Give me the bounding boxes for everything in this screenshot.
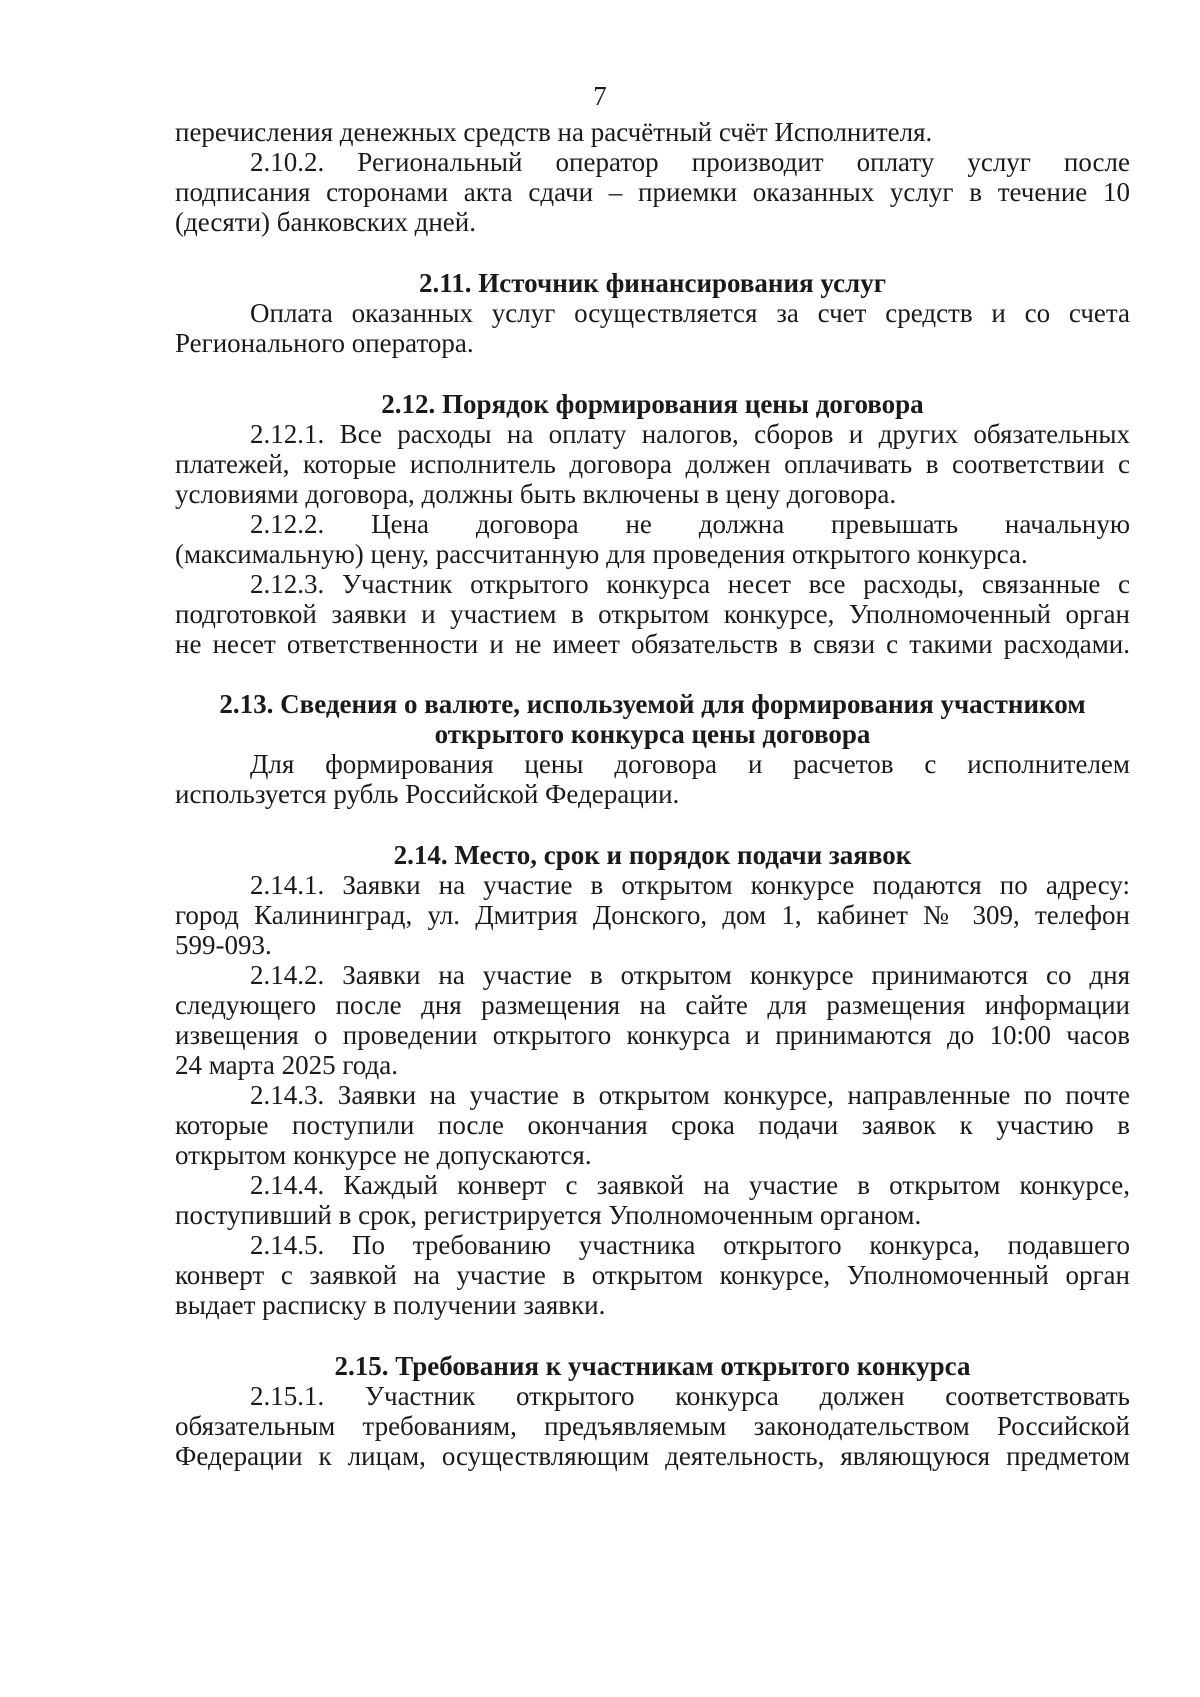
body-text-line: Регионального оператора. [175, 328, 474, 358]
body-text-line: 2.14.2. Заявки на участие в открытом конкурсе принимаются со дня [250, 960, 1130, 990]
body-text-line: не несет ответственности и не имеет обязательств в связи с такими расходами. [175, 629, 1130, 659]
section-heading: 2.11. Источник финансирования услуг [419, 268, 886, 298]
body-text-line: перечисления денежных средств на расчётный счёт Исполнителя. [175, 117, 933, 147]
body-text-line: которые поступили после окончания срока подачи заявок к участию в [175, 1110, 1130, 1140]
body-text-line: 599-093. [175, 930, 272, 960]
body-text-line: Оплата оказанных услуг осуществляется за счет средств и со счета [250, 298, 1130, 328]
section-heading: 2.13. Сведения о валюте, используемой для формирования участником [219, 689, 1086, 719]
body-text-line: платежей, которые исполнитель договора должен оплачивать в соответствии с [175, 449, 1130, 479]
section-heading: 2.15. Требования к участникам открытого конкурса [334, 1351, 971, 1381]
body-text-line: 2.14.5. По требованию участника открытого конкурса, подавшего [250, 1230, 1130, 1260]
body-text-line: подготовкой заявки и участием в открытом конкурсе, Уполномоченный орган [175, 599, 1130, 629]
body-text-line: 2.12.3. Участник открытого конкурса несет все расходы, связанные с [250, 569, 1130, 599]
body-text-line: (десяти) банковских дней. [175, 207, 476, 237]
body-text-line: конверт с заявкой на участие в открытом конкурсе, Уполномоченный орган [175, 1260, 1130, 1290]
body-text-line: Для формирования цены договора и расчетов с исполнителем [250, 749, 1130, 779]
body-text-line: 2.12.1. Все расходы на оплату налогов, сборов и других обязательных [250, 419, 1130, 449]
section-heading: открытого конкурса цены договора [434, 719, 871, 749]
section-heading: 2.12. Порядок формирования цены договора [381, 389, 924, 419]
body-text-line: город Калининград, ул. Дмитрия Донского, дом 1, кабинет № 309, телефон [175, 900, 1130, 930]
body-text-line: 2.12.2. Цена договора не должна превышать начальную [250, 509, 1130, 539]
body-text-line: 2.10.2. Региональный оператор производит оплату услуг после [250, 147, 1130, 177]
body-text-line: 24 марта 2025 года. [175, 1050, 398, 1080]
body-text-line: 2.15.1. Участник открытого конкурса должен соответствовать [250, 1381, 1130, 1411]
body-text-line: используется рубль Российской Федерации. [175, 779, 680, 809]
body-text-line: обязательным требованиям, предъявляемым законодательством Российской [175, 1411, 1130, 1441]
body-text-line: выдает расписку в получении заявки. [175, 1290, 606, 1320]
body-text-line: 2.14.1. Заявки на участие в открытом конкурсе подаются по адресу: [250, 870, 1130, 900]
section-heading: 2.14. Место, срок и порядок подачи заявок [393, 840, 912, 870]
body-text-line: Федерации к лицам, осуществляющим деятельность, являющуюся предметом [175, 1441, 1130, 1471]
body-text-line: следующего после дня размещения на сайте для размещения информации [175, 990, 1130, 1020]
body-text-line: поступивший в срок, регистрируется Уполномоченным органом. [175, 1200, 922, 1230]
body-text-line: извещения о проведении открытого конкурса и принимаются до 10:00 часов [175, 1020, 1130, 1050]
body-text-line: условиями договора, должны быть включены в цену договора. [175, 479, 897, 509]
page-number: 7 [593, 81, 607, 111]
body-text-line: (максимальную) цену, рассчитанную для проведения открытого конкурса. [175, 539, 1028, 569]
body-text-line: 2.14.3. Заявки на участие в открытом конкурсе, направленные по почте [250, 1080, 1130, 1110]
body-text-line: подписания сторонами акта сдачи – приемки оказанных услуг в течение 10 [175, 177, 1130, 207]
body-text-line: 2.14.4. Каждый конверт с заявкой на участие в открытом конкурсе, [250, 1170, 1130, 1200]
body-text-line: открытом конкурсе не допускаются. [175, 1140, 592, 1170]
